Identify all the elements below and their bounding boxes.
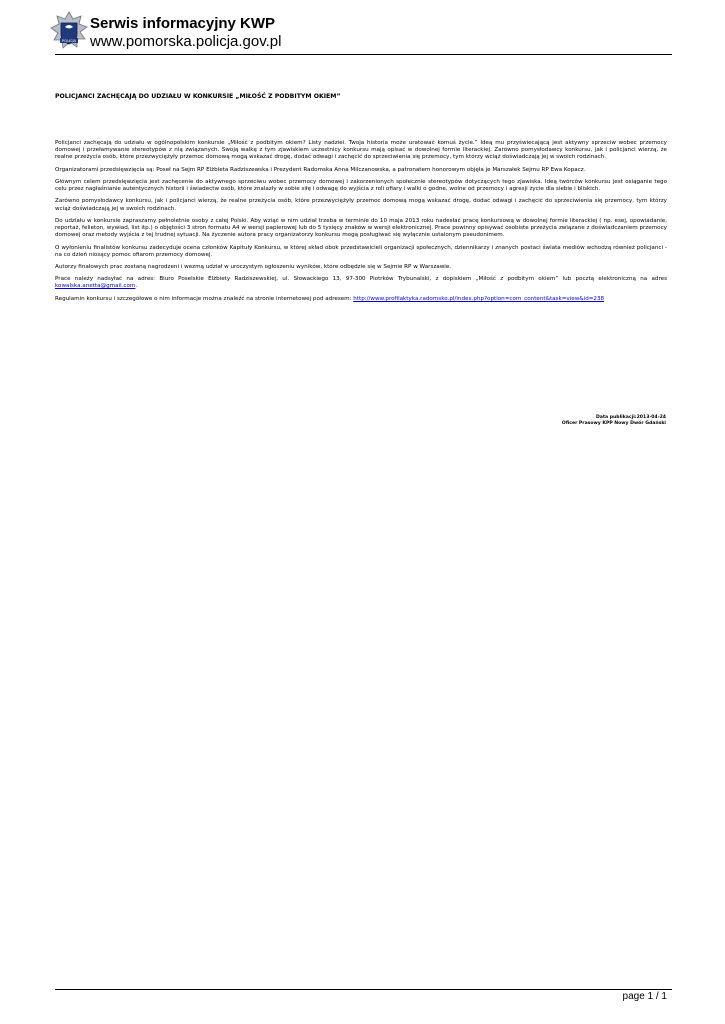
- site-url: www.pomorska.policja.gov.pl: [90, 33, 282, 50]
- publication-date: Data publikacji:2013-04-24: [595, 415, 666, 420]
- publication-info: [562, 415, 666, 426]
- rules-text: Regulamin konkursu i szczegółowe o nim informacje można znaleźć na stronie internetowej pod adresem:: [55, 295, 354, 302]
- svg-text:POLICJA: POLICJA: [61, 39, 77, 43]
- paragraph: Zarówno pomysłodawcy konkursu, jak i policjanci wierzą, że realne przeżycia osób, które przezwyciężyły przemoc domową mogą wskazać drogę, dodać odwagi i zachęcić do sprzeciwienia się przemocy, tym którzy wciąż doświadczają jej w swoich rodzinach.: [55, 198, 667, 212]
- paragraph: Do udziału w konkursie zapraszamy pełnoletnie osoby z całej Polski. Aby wziąć w nim udział trzeba w terminie do 10 maja 2013 roku nadesłać pracę konkursową w dowolnej formie literackiej ( np. esej, opowiadanie, reportaż, felieton, wywiad, list itp.) o objętości 3 stron formatu A4 w wersji papierowej lub do 5 tysięcy znaków w wersji elektronicznej. Prace powinny opisywać osobiste przeżycia związane z doświadczaniem przemocy domowej oraz metody wyjścia z tej trudnej sytuacji. Na życzenie autora pracy organizatorzy konkursu mogą posługiwać się wyłącznie ustalonym pseudonimem.: [55, 217, 667, 239]
- page-number: page 1 / 1: [622, 991, 667, 1002]
- paragraph: Organizatorami przedsięwzięcia są: Poseł na Sejm RP Elżbieta Radziszewska i Prezydent Radomska Anna Milczanowska, a patronatem honorowym objęła je Marszałek Sejmu RP Ewa Kopacz.: [55, 166, 586, 173]
- address-end: .: [135, 283, 138, 290]
- site-header: [50, 10, 670, 56]
- site-title: Serwis informacyjny KWP: [90, 15, 276, 32]
- paragraph: Policjanci zachęcają do udziału w ogólnopolskim konkursie „Miłość z podbitym okiem? Listy nadziei. Twoja historia może uratować komuś życie.” Ideą mu przyświecającą jest aktywny sprzeciw wobec przemocy domowej i przełamywanie stereotypów z nią związanych. Swoją walkę z tym zjawiskiem uczestnicy konkursu mają opisać w dowolnej formie literackiej. Zarówno pomysłodawcy konkursu, jak i policjanci wierzą, że realne przeżycia osób, które przezwyciężyły przemoc domową mogą wskazać drogę, dodać odwagi i zachęcić do sprzeciwienia się przemocy, tym którzy wciąż doświadczają jej w swoich rodzinach.: [55, 140, 667, 161]
- publication-author: Oficer Prasowy KPP Nowy Dwór Gdański: [561, 420, 666, 426]
- paragraph: Głównym celem przedsięwzięcia jest zachęcenie do aktywnego sprzeciwu wobec przemocy domowej i zakorzenionych społecznie stereotypów dotyczących tego zjawiska. Ideą twórców konkursu jest osiąganie tego celu przez nagłaśnianie autentycznych historii i świadectw osób, które znalazły w sobie siłę i odwagę do wyjścia z roli ofiary i walki o godne, wolne od przemocy i agresji życie dla siebie i bliskich.: [55, 178, 667, 193]
- email-link[interactable]: kowalska.anetta@gmail.com: [55, 283, 136, 290]
- footer-divider: [55, 989, 672, 990]
- article-body: [55, 140, 667, 308]
- header-divider: [55, 54, 672, 55]
- address-paragraph: [55, 276, 667, 290]
- rules-link[interactable]: http://www.profilaktyka.radomsko.pl/index.php?option=com_content&task=view&id=238: [353, 295, 605, 302]
- paragraph: O wyłonieniu finalistów konkursu zadecyduje ocena członków Kapituły Konkursu, w której skład obok przedstawicieli organizacji społecznych, dziennikarzy i znanych postaci świata mediów wchodzą również policjanci - na co dzień niosący pomoc ofiarom przemocy domowej.: [55, 244, 667, 258]
- address-text: Prace należy nadsyłać na adres: Biuro Poselskie Elżbiety Radziszewskiej, ul. Słowackiego 13, 97-300 Piotrków Trybunalski, z dopiskiem „Miłość z podbitym okiem” lub pocztą elektroniczną na adres: [55, 276, 667, 283]
- police-star-logo-icon: [50, 10, 88, 54]
- article-title: POLICJANCI ZACHĘCAJĄ DO UDZIAŁU W KONKURSIE „MIŁOŚĆ Z PODBITYM OKIEM”: [55, 93, 341, 100]
- rules-paragraph: [55, 296, 667, 303]
- paragraph: Autorzy finałowych prac zostaną nagrodzeni i wezmą udział w uroczystym ogłoszeniu wyników, które odbędzie się w Sejmie RP w Warszawie.: [55, 264, 452, 270]
